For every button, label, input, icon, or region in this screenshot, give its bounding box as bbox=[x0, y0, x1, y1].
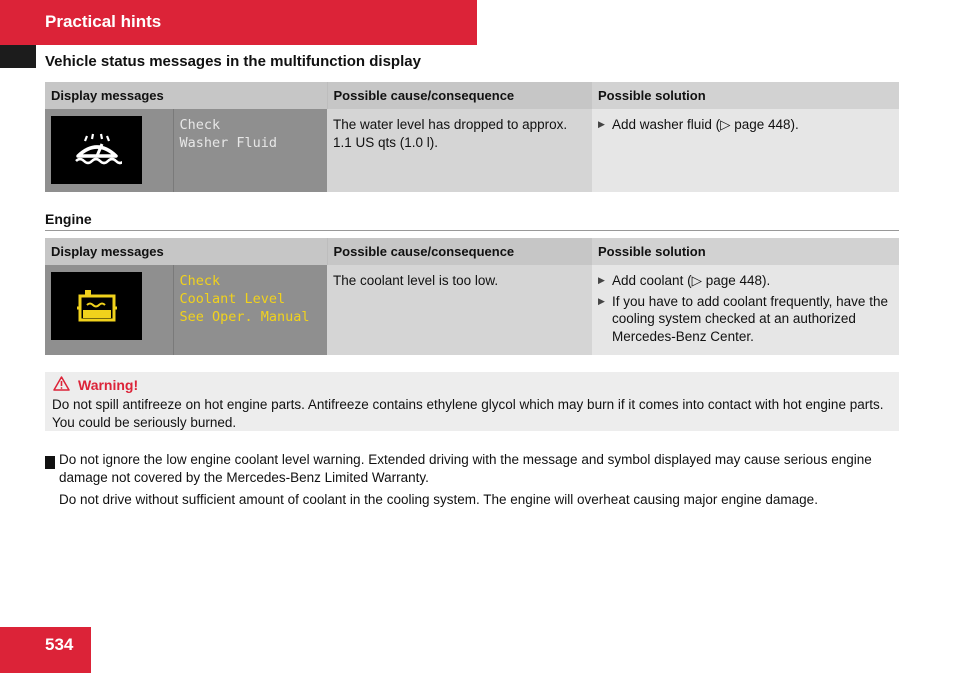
lcd-line: Check bbox=[179, 273, 221, 289]
triangle-bullet-icon: ▶ bbox=[598, 275, 605, 285]
header-possible-solution: Possible solution bbox=[592, 238, 899, 265]
display-icon-cell bbox=[45, 265, 173, 355]
solution-item: ▶ Add washer fluid (▷ page 448). bbox=[598, 117, 799, 132]
header-display-messages: Display messages bbox=[45, 82, 327, 109]
cause-text: The coolant level is too low. bbox=[333, 273, 499, 288]
header-possible-solution: Possible solution bbox=[592, 82, 899, 109]
warning-box bbox=[45, 372, 899, 431]
header-display-messages: Display messages bbox=[45, 238, 327, 265]
display-text-cell bbox=[173, 265, 327, 355]
warning-title: Warning! bbox=[78, 377, 139, 393]
solution-item: ▶ If you have to add coolant frequently, have the cooling system checked at an authorized Mercedes-Benz Center. bbox=[598, 293, 888, 344]
solution-cell bbox=[592, 109, 899, 192]
header-possible-cause: Possible cause/consequence bbox=[327, 82, 592, 109]
lcd-line: Coolant Level bbox=[179, 291, 286, 307]
lcd-line: Check bbox=[179, 117, 221, 133]
cause-cell bbox=[327, 109, 592, 192]
lcd-line: Washer Fluid bbox=[179, 135, 278, 151]
triangle-bullet-icon: ▶ bbox=[598, 119, 605, 129]
warning-header bbox=[53, 376, 138, 394]
lcd-message bbox=[174, 109, 328, 159]
section-title: Vehicle status messages in the multifunction display bbox=[45, 53, 421, 70]
cause-text: The water level has dropped to approx. 1.1 US qts (1.0 l). bbox=[333, 117, 568, 150]
damage-note bbox=[41, 451, 905, 513]
coolant-message-table bbox=[45, 238, 900, 355]
triangle-bullet-icon: ▶ bbox=[598, 295, 605, 306]
solution-item: ▶ Add coolant (▷ page 448). bbox=[598, 273, 771, 288]
page-number-box bbox=[0, 627, 91, 673]
engine-subheading: Engine bbox=[45, 211, 92, 227]
exclamation-icon: ! bbox=[45, 456, 55, 469]
cause-cell bbox=[327, 265, 592, 355]
washer-fluid-icon bbox=[51, 116, 142, 184]
page-title: Practical hints bbox=[45, 12, 162, 31]
warning-triangle-icon bbox=[53, 376, 70, 394]
page-number: 534 bbox=[45, 635, 74, 654]
warning-text: Do not spill antifreeze on hot engine parts. Antifreeze contains ethylene glycol which may burn if it comes into contact with hot engine parts. You could be seriously burned. bbox=[52, 397, 884, 430]
header-possible-cause: Possible cause/consequence bbox=[327, 238, 592, 265]
lcd-message bbox=[174, 265, 328, 333]
display-icon-cell bbox=[45, 109, 173, 192]
note-paragraph: ! Do not ignore the low engine coolant level warning. Extended driving with the message and symbol displayed may cause serious engine damage not covered by the Mercedes-Benz Limited Warranty. bbox=[41, 452, 872, 485]
washer-fluid-message-table bbox=[45, 82, 900, 192]
display-text-cell bbox=[173, 109, 327, 192]
divider bbox=[45, 230, 899, 231]
note-paragraph: Do not drive without sufficient amount of coolant in the cooling system. The engine will overheat causing major engine damage. bbox=[59, 492, 818, 507]
coolant-level-icon bbox=[51, 272, 142, 340]
solution-cell bbox=[592, 265, 899, 355]
lcd-line: See Oper. Manual bbox=[179, 309, 310, 325]
section-tab-marker bbox=[0, 45, 36, 68]
